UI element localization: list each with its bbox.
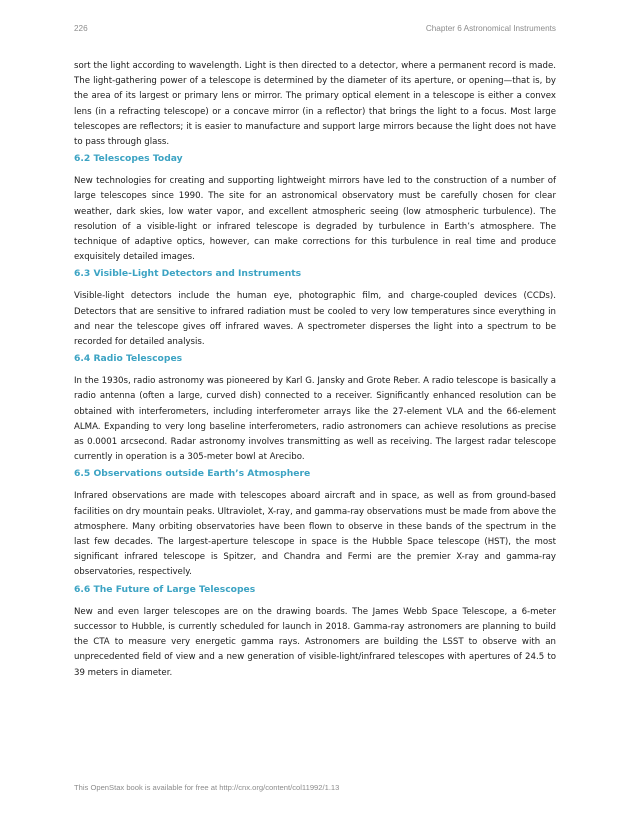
section-paragraph: New and even larger telescopes are on the drawing boards. The James Webb Space Telescope, a 6-meter successor to Hubble, is currently scheduled for launch in 2018. Gamma-ray astronomers are planning to build the CTA to measure very energetic gamma rays. Astronomers are building the LSST to observe with an unprecedented field of view and a new generation of visible-light/infrared telescopes with apertures of 24.5 to 39 meters in diameter. [74,606,556,678]
section-heading: 6.5 Observations outside Earth’s Atmosphere [74,468,311,480]
section-paragraph: Visible-light detectors include the human eye, photographic film, and charge-coupled devices (CCDs). Detectors that are sensitive to infrared radiation must be cooled to very low temperatures since everything in and near the telescope gives off infrared waves. A spectrometer disperses the light into a spectrum to be recorded for detailed analysis. [74,291,556,348]
page-content [74,59,556,681]
chapter-title: Chapter 6 Astronomical Instruments [425,24,556,33]
section-observations-outside-atmosphere [74,468,556,580]
section-heading: 6.6 The Future of Large Telescopes [74,583,256,595]
section-paragraph: New technologies for creating and supporting lightweight mirrors have led to the construction of a number of large telescopes since 1990. The site for an astronomical observatory must be carefully chosen for clear weather, dark skies, low water vapor, and excellent atmospheric seeing (low atmospheric turbulence). The resolution of a visible-light or infrared telescope is degraded by turbulence in Earth’s atmosphere. The technique of adaptive optics, however, can make corrections for this turbulence in real time and produce exquisitely detailed images. [74,176,556,263]
section-heading: 6.3 Visible-Light Detectors and Instruments [74,268,302,280]
intro-paragraph: sort the light according to wavelength. Light is then directed to a detector, where a permanent record is made. The light-gathering power of a telescope is determined by the diameter of its aperture, or opening—that is, by the area of its largest or primary lens or mirror. The primary optical element in a telescope is either a convex lens (in a refracting telescope) or a concave mirror (in a reflector) that brings the light to a focus. Most large telescopes are reflectors; it is easier to manufacture and support large mirrors because the light does not have to pass through glass. [74,61,556,148]
section-future-large-telescopes [74,584,556,681]
section-telescopes-today [74,153,556,265]
section-paragraph: Infrared observations are made with telescopes aboard aircraft and in space, as well as from ground-based facilities on dry mountain peaks. Ultraviolet, X-ray, and gamma-ray observations must be made from above the atmosphere. Many orbiting observatories have been flown to observe in these bands of the spectrum in the last few decades. The largest-aperture telescope in space is the Hubble Space telescope (HST), the most significant infrared telescope is Spitzer, and Chandra and Fermi are the premier X-ray and gamma-ray observatories, respectively. [74,491,556,578]
section-heading: 6.2 Telescopes Today [74,153,183,165]
page-footer: This OpenStax book is available for free at http://cnx.org/content/col11992/1.13 [74,783,340,792]
section-visible-light-detectors [74,268,556,350]
section-heading: 6.4 Radio Telescopes [74,353,183,365]
section-radio-telescopes [74,353,556,465]
page-header [74,24,556,38]
section-paragraph: In the 1930s, radio astronomy was pioneered by Karl G. Jansky and Grote Reber. A radio telescope is basically a radio antenna (often a large, curved dish) connected to a receiver. Significantly enhanced resolution can be obtained with interferometers, including interferometer arrays like the 27-element VLA and the 66-element ALMA. Expanding to very long baseline interferometers, radio astronomers can achieve resolutions as precise as 0.0001 arcsecond. Radar astronomy involves transmitting as well as receiving. The largest radar telescope currently in operation is a 305-meter bowl at Arecibo. [74,376,556,463]
page-number: 226 [74,24,88,33]
